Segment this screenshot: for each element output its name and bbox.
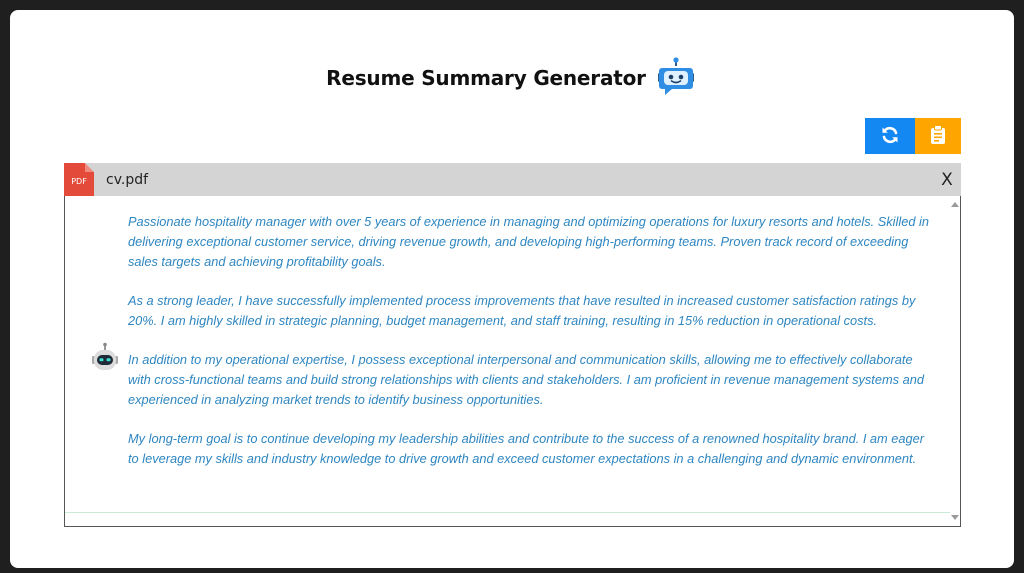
summary-paragraph: As a strong leader, I have successfully implemented process improvements that have resulted in increased customer satisfaction ratings by 20%. I am highly skilled in strategic planning, budget management, and staff training, resulting in 15% reduction in operational costs. <box>128 293 916 328</box>
vertical-scrollbar[interactable] <box>950 196 960 526</box>
robot-icon <box>654 56 698 100</box>
regenerate-button[interactable] <box>865 118 915 154</box>
summary-paragraph: Passionate hospitality manager with over 5 years of experience in managing and optimizing operations for luxury resorts and hotels. Skilled in delivering exceptional customer service, driving revenue growth, and developing high-performing teams. Proven track record of exceeding sales targets and achieving profitability goals. <box>128 214 929 269</box>
page-header <box>10 56 1014 100</box>
summary-paragraph: In addition to my operational expertise, I possess exceptional interpersonal and communication skills, allowing me to effectively collaborate with cross-functional teams and build strong relationships with clients and stakeholders. I am proficient in revenue management systems and experienced in analyzing market trends to identify business opportunities. <box>128 352 924 407</box>
copy-to-clipboard-button[interactable] <box>915 118 961 154</box>
scroll-down-arrow-icon[interactable] <box>951 515 959 520</box>
app-card <box>10 10 1014 568</box>
file-name: cv.pdf <box>106 171 149 188</box>
pdf-file-icon <box>64 163 94 196</box>
pdf-icon-label: PDF <box>71 177 87 186</box>
action-toolbar <box>865 118 961 154</box>
clipboard-icon <box>930 125 946 148</box>
remove-file-button[interactable]: X <box>941 169 953 190</box>
generated-summary-text <box>128 212 933 488</box>
summary-output-panel[interactable] <box>64 196 961 527</box>
summary-paragraph: My long-term goal is to continue developing my leadership abilities and contribute to the success of a renowned hospitality brand. I am eager to leverage my skills and industry knowledge to drive growth and exceed customer expectations in a challenging and dynamic environment. <box>128 431 924 466</box>
uploaded-file-bar <box>64 163 961 196</box>
panel-divider <box>65 512 950 513</box>
refresh-icon <box>880 125 900 148</box>
scroll-up-arrow-icon[interactable] <box>951 202 959 207</box>
bot-avatar-icon <box>89 342 121 374</box>
page-title: Resume Summary Generator <box>326 66 646 90</box>
